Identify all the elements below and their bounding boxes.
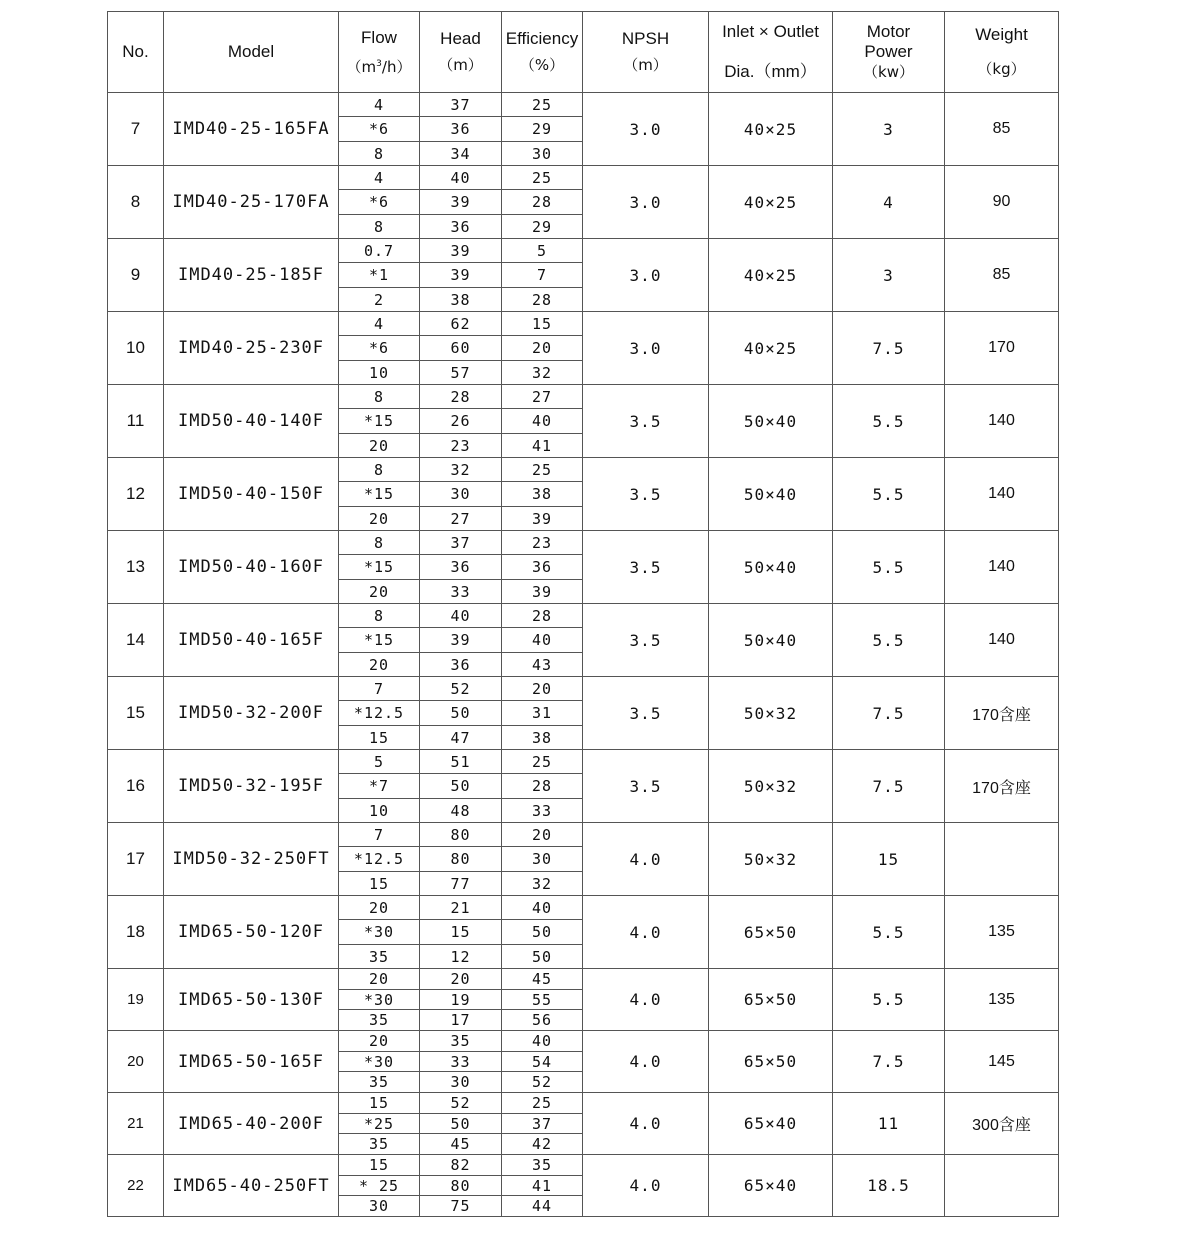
head-value: 30: [420, 482, 502, 507]
flow-value: 15: [339, 1093, 420, 1114]
head-value: 39: [420, 190, 502, 215]
efficiency-value: 25: [502, 458, 583, 482]
dia-value: 50×32: [709, 823, 833, 896]
efficiency-value: 50: [502, 945, 583, 969]
weight-value: 85: [945, 239, 1059, 312]
model-name: IMD50-40-150F: [164, 458, 339, 531]
efficiency-value: 5: [502, 239, 583, 263]
row-number: 18: [108, 896, 164, 969]
table-row: [108, 823, 1059, 847]
efficiency-value: 33: [502, 799, 583, 823]
model-name: IMD40-25-185F: [164, 239, 339, 312]
dia-value: 40×25: [709, 239, 833, 312]
efficiency-value: 39: [502, 507, 583, 531]
flow-value: 20: [339, 434, 420, 458]
head-value: 19: [420, 990, 502, 1010]
model-name: IMD50-40-165F: [164, 604, 339, 677]
npsh-unit: （m）: [623, 56, 668, 74]
flow-value: 15: [339, 872, 420, 896]
table-row: [108, 896, 1059, 920]
head-value: 23: [420, 434, 502, 458]
head-value: 52: [420, 1093, 502, 1114]
head-value: 28: [420, 385, 502, 409]
flow-value: 0.7: [339, 239, 420, 263]
head-value: 62: [420, 312, 502, 336]
dia-value: 65×50: [709, 1031, 833, 1093]
efficiency-unit: （%）: [519, 56, 565, 74]
efficiency-value: 32: [502, 872, 583, 896]
table-row: [108, 312, 1059, 336]
npsh-value: 4.0: [583, 1155, 709, 1217]
head-value: 15: [420, 920, 502, 945]
weight-value: [945, 1155, 1059, 1217]
efficiency-value: 42: [502, 1134, 583, 1155]
row-number: 21: [108, 1093, 164, 1155]
motor-power-value: 5.5: [833, 385, 945, 458]
efficiency-value: 29: [502, 215, 583, 239]
flow-value: *30: [339, 920, 420, 945]
motor-power-value: 15: [833, 823, 945, 896]
dia-value: 50×32: [709, 750, 833, 823]
head-value: 82: [420, 1155, 502, 1176]
head-value: 38: [420, 288, 502, 312]
efficiency-value: 40: [502, 1031, 583, 1052]
head-value: 37: [420, 531, 502, 555]
spec-body: [108, 93, 1059, 1217]
row-number: 11: [108, 385, 164, 458]
model-name: IMD65-50-120F: [164, 896, 339, 969]
head-value: 34: [420, 142, 502, 166]
efficiency-value: 40: [502, 896, 583, 920]
head-value: 51: [420, 750, 502, 774]
motor-power-value: 7.5: [833, 750, 945, 823]
flow-value: 8: [339, 142, 420, 166]
header-weight: Weight （kg）: [945, 12, 1059, 93]
motor-power-value: 4: [833, 166, 945, 239]
dia-value: 40×25: [709, 166, 833, 239]
head-value: 37: [420, 93, 502, 117]
head-value: 60: [420, 336, 502, 361]
flow-value: *12.5: [339, 847, 420, 872]
efficiency-value: 56: [502, 1010, 583, 1031]
dia-value: 50×40: [709, 604, 833, 677]
head-value: 33: [420, 580, 502, 604]
npsh-value: 3.5: [583, 458, 709, 531]
dia-value: 65×50: [709, 896, 833, 969]
flow-value: 5: [339, 750, 420, 774]
flow-value: 20: [339, 969, 420, 990]
head-value: 21: [420, 896, 502, 920]
flow-value: 10: [339, 799, 420, 823]
npsh-value: 4.0: [583, 896, 709, 969]
npsh-value: 4.0: [583, 969, 709, 1031]
table-row: [108, 604, 1059, 628]
dia-value: 50×40: [709, 531, 833, 604]
npsh-value: 4.0: [583, 823, 709, 896]
head-value: 50: [420, 774, 502, 799]
head-value: 36: [420, 555, 502, 580]
head-value: 39: [420, 263, 502, 288]
header-no: No.: [108, 12, 164, 93]
efficiency-value: 38: [502, 726, 583, 750]
head-value: 80: [420, 847, 502, 872]
row-number: 17: [108, 823, 164, 896]
efficiency-value: 20: [502, 336, 583, 361]
flow-value: 8: [339, 531, 420, 555]
npsh-value: 3.5: [583, 604, 709, 677]
row-number: 10: [108, 312, 164, 385]
efficiency-value: 43: [502, 653, 583, 677]
table-row: [108, 166, 1059, 190]
flow-value: 35: [339, 945, 420, 969]
model-name: IMD40-25-165FA: [164, 93, 339, 166]
row-number: 14: [108, 604, 164, 677]
weight-value: 140: [945, 458, 1059, 531]
model-name: IMD50-40-140F: [164, 385, 339, 458]
weight-value: 170: [945, 312, 1059, 385]
header-npsh: NPSH （m）: [583, 12, 709, 93]
efficiency-value: 23: [502, 531, 583, 555]
model-name: IMD65-40-250FT: [164, 1155, 339, 1217]
head-value: 26: [420, 409, 502, 434]
dia-value: 50×32: [709, 677, 833, 750]
head-value: 17: [420, 1010, 502, 1031]
model-name: IMD65-40-200F: [164, 1093, 339, 1155]
efficiency-value: 25: [502, 93, 583, 117]
npsh-value: 3.5: [583, 531, 709, 604]
flow-value: *15: [339, 555, 420, 580]
efficiency-value: 40: [502, 628, 583, 653]
header-row: [108, 12, 1059, 93]
flow-value: 8: [339, 604, 420, 628]
flow-value: 4: [339, 93, 420, 117]
flow-value: 10: [339, 361, 420, 385]
head-value: 35: [420, 1031, 502, 1052]
dia-value: 50×40: [709, 458, 833, 531]
flow-unit: $(m^3/h)$: [346, 57, 412, 76]
efficiency-value: 25: [502, 166, 583, 190]
flow-value: 8: [339, 458, 420, 482]
efficiency-value: 31: [502, 701, 583, 726]
motor-power-value: 7.5: [833, 1031, 945, 1093]
row-number: 8: [108, 166, 164, 239]
head-unit: （m）: [438, 56, 483, 74]
efficiency-value: 27: [502, 385, 583, 409]
efficiency-value: 41: [502, 434, 583, 458]
row-number: 16: [108, 750, 164, 823]
table-row: [108, 1093, 1059, 1114]
flow-value: 8: [339, 385, 420, 409]
efficiency-value: 54: [502, 1052, 583, 1072]
efficiency-value: 25: [502, 1093, 583, 1114]
model-name: IMD40-25-170FA: [164, 166, 339, 239]
header-efficiency: Efficiency （%）: [502, 12, 583, 93]
head-value: 33: [420, 1052, 502, 1072]
flow-value: 7: [339, 823, 420, 847]
flow-value: *12.5: [339, 701, 420, 726]
motor-power-value: 5.5: [833, 896, 945, 969]
motor-power-value: 3: [833, 93, 945, 166]
efficiency-value: 35: [502, 1155, 583, 1176]
row-number: 9: [108, 239, 164, 312]
model-name: IMD50-32-195F: [164, 750, 339, 823]
efficiency-value: 45: [502, 969, 583, 990]
table-row: [108, 969, 1059, 990]
pump-spec-table: [107, 11, 1059, 1217]
weight-value: 300含座: [945, 1093, 1059, 1155]
weight-value: 90: [945, 166, 1059, 239]
efficiency-value: 29: [502, 117, 583, 142]
head-value: 75: [420, 1196, 502, 1217]
efficiency-value: 25: [502, 750, 583, 774]
npsh-value: 3.0: [583, 93, 709, 166]
flow-value: 30: [339, 1196, 420, 1217]
weight-value: 140: [945, 385, 1059, 458]
head-value: 48: [420, 799, 502, 823]
efficiency-value: 55: [502, 990, 583, 1010]
efficiency-value: 36: [502, 555, 583, 580]
flow-value: 8: [339, 215, 420, 239]
efficiency-value: 39: [502, 580, 583, 604]
efficiency-value: 40: [502, 409, 583, 434]
header-head: Head （m）: [420, 12, 502, 93]
row-number: 19: [108, 969, 164, 1031]
flow-value: 15: [339, 726, 420, 750]
row-number: 12: [108, 458, 164, 531]
flow-value: *7: [339, 774, 420, 799]
efficiency-value: 7: [502, 263, 583, 288]
head-value: 50: [420, 701, 502, 726]
efficiency-value: 32: [502, 361, 583, 385]
row-number: 22: [108, 1155, 164, 1217]
table-row: [108, 385, 1059, 409]
efficiency-value: 28: [502, 190, 583, 215]
flow-value: 2: [339, 288, 420, 312]
head-value: 77: [420, 872, 502, 896]
weight-value: [945, 823, 1059, 896]
head-value: 32: [420, 458, 502, 482]
flow-value: *30: [339, 1052, 420, 1072]
header-model: Model: [164, 12, 339, 93]
head-value: 30: [420, 1072, 502, 1093]
model-name: IMD50-40-160F: [164, 531, 339, 604]
flow-value: 20: [339, 507, 420, 531]
efficiency-value: 41: [502, 1176, 583, 1196]
weight-value: 145: [945, 1031, 1059, 1093]
head-value: 80: [420, 1176, 502, 1196]
dia-value: 65×40: [709, 1155, 833, 1217]
flow-value: *15: [339, 482, 420, 507]
efficiency-value: 20: [502, 677, 583, 701]
table-row: [108, 239, 1059, 263]
flow-value: 4: [339, 166, 420, 190]
table-row: [108, 531, 1059, 555]
efficiency-value: 30: [502, 142, 583, 166]
model-name: IMD40-25-230F: [164, 312, 339, 385]
flow-value: *6: [339, 117, 420, 142]
npsh-value: 3.5: [583, 677, 709, 750]
model-name: IMD65-50-130F: [164, 969, 339, 1031]
flow-value: 4: [339, 312, 420, 336]
npsh-value: 4.0: [583, 1031, 709, 1093]
flow-value: 20: [339, 580, 420, 604]
head-value: 40: [420, 604, 502, 628]
flow-value: * 25: [339, 1176, 420, 1196]
dia-value: 65×40: [709, 1093, 833, 1155]
npsh-value: 3.0: [583, 166, 709, 239]
model-name: IMD50-32-200F: [164, 677, 339, 750]
motor-power-value: 11: [833, 1093, 945, 1155]
efficiency-value: 15: [502, 312, 583, 336]
header-dia: Inlet × Outlet Dia.（mm）: [709, 12, 833, 93]
head-value: 45: [420, 1134, 502, 1155]
head-value: 20: [420, 969, 502, 990]
head-value: 27: [420, 507, 502, 531]
motor-power-value: 5.5: [833, 969, 945, 1031]
npsh-value: 3.5: [583, 385, 709, 458]
efficiency-value: 28: [502, 288, 583, 312]
table-row: [108, 458, 1059, 482]
row-number: 7: [108, 93, 164, 166]
efficiency-value: 38: [502, 482, 583, 507]
npsh-value: 4.0: [583, 1093, 709, 1155]
weight-value: 140: [945, 531, 1059, 604]
row-number: 13: [108, 531, 164, 604]
flow-value: *6: [339, 190, 420, 215]
npsh-value: 3.0: [583, 312, 709, 385]
flow-value: *15: [339, 628, 420, 653]
flow-value: 20: [339, 1031, 420, 1052]
flow-value: 20: [339, 653, 420, 677]
flow-value: 15: [339, 1155, 420, 1176]
npsh-value: 3.5: [583, 750, 709, 823]
motor-power-value: 18.5: [833, 1155, 945, 1217]
table-row: [108, 1155, 1059, 1176]
row-number: 15: [108, 677, 164, 750]
head-value: 39: [420, 628, 502, 653]
head-value: 36: [420, 653, 502, 677]
efficiency-value: 44: [502, 1196, 583, 1217]
table-row: [108, 1031, 1059, 1052]
weight-value: 135: [945, 969, 1059, 1031]
flow-value: 35: [339, 1010, 420, 1031]
weight-value: 170含座: [945, 750, 1059, 823]
head-value: 12: [420, 945, 502, 969]
efficiency-value: 20: [502, 823, 583, 847]
motor-power-value: 7.5: [833, 677, 945, 750]
flow-value: 7: [339, 677, 420, 701]
dia-value: 40×25: [709, 312, 833, 385]
efficiency-value: 37: [502, 1114, 583, 1134]
head-value: 57: [420, 361, 502, 385]
row-number: 20: [108, 1031, 164, 1093]
weight-value: 140: [945, 604, 1059, 677]
dia-value: 50×40: [709, 385, 833, 458]
header-motor-power: Motor Power （kw）: [833, 12, 945, 93]
head-value: 40: [420, 166, 502, 190]
flow-value: 20: [339, 896, 420, 920]
head-value: 36: [420, 117, 502, 142]
dia-value: 65×50: [709, 969, 833, 1031]
motor-power-value: 5.5: [833, 531, 945, 604]
motor-power-value: 5.5: [833, 604, 945, 677]
head-value: 80: [420, 823, 502, 847]
weight-value: 85: [945, 93, 1059, 166]
header-flow: Flow $(m^3/h)$: [339, 12, 420, 93]
npsh-value: 3.0: [583, 239, 709, 312]
head-value: 50: [420, 1114, 502, 1134]
table-row: [108, 750, 1059, 774]
head-value: 36: [420, 215, 502, 239]
flow-value: *25: [339, 1114, 420, 1134]
flow-value: *6: [339, 336, 420, 361]
motor-power-value: 3: [833, 239, 945, 312]
head-value: 52: [420, 677, 502, 701]
motor-power-value: 7.5: [833, 312, 945, 385]
efficiency-value: 28: [502, 774, 583, 799]
flow-value: *1: [339, 263, 420, 288]
head-value: 39: [420, 239, 502, 263]
efficiency-value: 30: [502, 847, 583, 872]
flow-value: 35: [339, 1134, 420, 1155]
table-row: [108, 93, 1059, 117]
weight-value: 135: [945, 896, 1059, 969]
efficiency-value: 52: [502, 1072, 583, 1093]
table-row: [108, 677, 1059, 701]
dia-value: 40×25: [709, 93, 833, 166]
flow-value: 35: [339, 1072, 420, 1093]
efficiency-value: 28: [502, 604, 583, 628]
flow-value: *30: [339, 990, 420, 1010]
flow-value: *15: [339, 409, 420, 434]
weight-value: 170含座: [945, 677, 1059, 750]
model-name: IMD50-32-250FT: [164, 823, 339, 896]
head-value: 47: [420, 726, 502, 750]
motor-power-value: 5.5: [833, 458, 945, 531]
model-name: IMD65-50-165F: [164, 1031, 339, 1093]
efficiency-value: 50: [502, 920, 583, 945]
